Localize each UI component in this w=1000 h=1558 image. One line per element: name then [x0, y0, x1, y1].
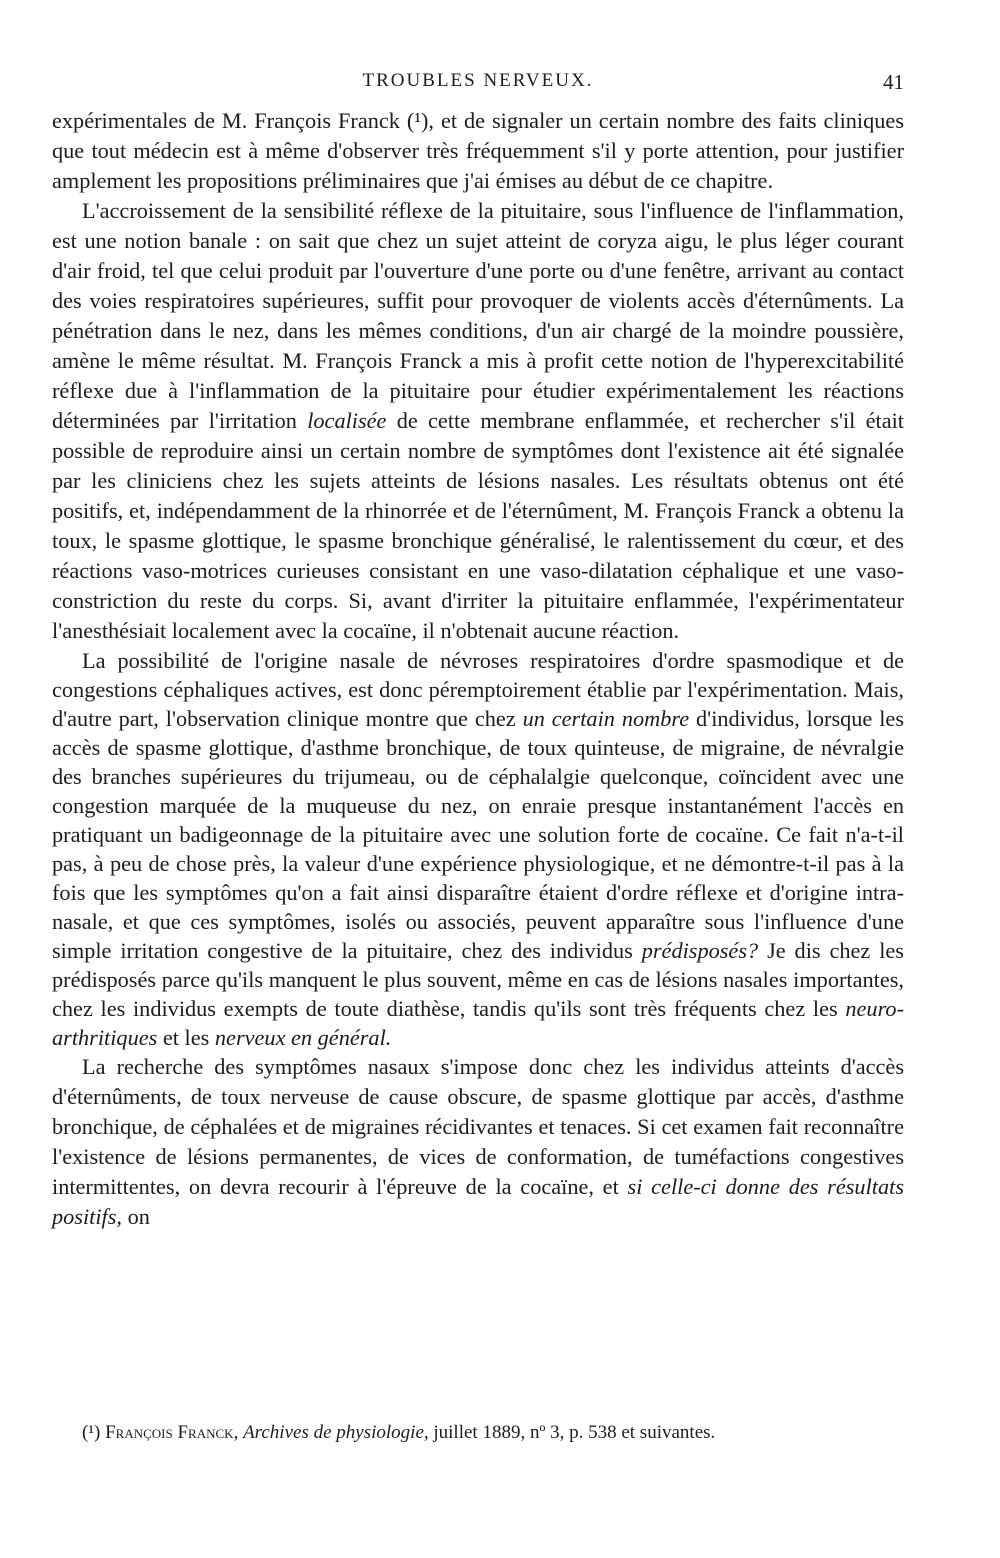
- text-run: La recherche des symptômes nasaux s'impose donc chez les individus atteints d'accès d'éternûments, de toux nerveuse de cause obscure, de spasme glottique par accès, d'asthme bronchique, de céphalées et de migraines récidivantes et tenaces. Si cet examen fait reconnaître l'existence de lésions permanentes, de vices de conformation, de tuméfactions congestives intermittentes, on devra recourir à l'épreuve de la cocaïne, et: [52, 1054, 904, 1199]
- paragraph-1: [52, 106, 904, 196]
- text-run: et les: [157, 1025, 215, 1050]
- footnote-work: Archives de physiologie,: [243, 1422, 429, 1443]
- text-run: expérimentales de M. François Franck (¹), et de signaler un certain nombre des faits cliniques que tout médecin est à même d'observer très fréquemment s'il y porte attention, pour justifier amplement les propositions préliminaires que j'ai émises au début de ce chapitre.: [52, 108, 904, 193]
- text-run: d'individus, lorsque les accès de spasme glottique, d'asthme bronchique, de toux quinteuse, de migraine, de névralgie des branches supérieures du trijumeau, ou de céphalalgie quelconque, coïncident avec une congestion marquée de la muqueuse du nez, on enraie presque instantanément l'accès en pratiquant un badigeonnage de la pituitaire avec une solution forte de cocaïne. Ce fait n'a-t-il pas, à peu de chose près, la valeur d'une expérience physiologique, et ne démontre-t-il pas à la fois que les symptômes qu'on a fait ainsi disparaître étaient d'ordre réflexe et d'origine intra-nasale, et que ces symptômes, isolés ou associés, peuvent apparaître sous l'influence d'une simple irritation congestive de la pituitaire, chez des individus: [52, 706, 904, 963]
- italic-text: localisée: [307, 408, 387, 433]
- text-run: on: [122, 1204, 150, 1229]
- footnote-mark: (¹): [82, 1422, 101, 1443]
- italic-text: prédisposés?: [641, 938, 759, 963]
- italic-text: nerveux en général.: [214, 1025, 392, 1050]
- text-run: L'accroissement de la sensibilité réflexe de la pituitaire, sous l'influence de l'inflammation, est une notion banale : on sait que chez un sujet atteint de coryza aigu, le plus léger courant d'air froid, tel que celui produit par l'ouverture d'une porte ou d'une fenêtre, arrivant au contact des voies respiratoires supérieures, suffit pour provoquer de violents accès d'éternûments. La pénétration dans le nez, dans les mêmes conditions, d'un air chargé de la moindre poussière, amène le même résultat. M. François Franck a mis à profit cette notion de l'hyperexcitabilité réflexe due à l'inflammation de la pituitaire pour étudier expérimentalement les réactions déterminées par l'irritation: [52, 198, 904, 433]
- italic-text: un certain nombre: [522, 706, 690, 731]
- footnote-author: François Franck,: [105, 1422, 239, 1443]
- text-run: Je dis chez les prédisposés parce qu'ils manquent le plus souvent, même en cas de lésions nasales importantes, chez les individus exempts de toute diathèse, tandis qu'ils sont très fréquents chez les: [52, 938, 904, 1021]
- footnote: [82, 1420, 904, 1446]
- paragraph-2: [52, 196, 904, 646]
- paragraph-4: [52, 1052, 904, 1232]
- italic-text: si celle-ci donne des résultats positifs,: [52, 1174, 904, 1229]
- text-run: de cette membrane enflammée, et rechercher s'il était possible de reproduire ainsi un certain nombre de symptômes dont l'existence ait été signalée par les cliniciens chez les sujets atteints de lésions nasales. Les résultats obtenus ont été positifs, et, indépendamment de la rhinorrée et de l'éternûment, M. François Franck a obtenu la toux, le spasme glottique, le spasme bronchique généralisé, le ralentissement du cœur, et des réactions vaso-motrices curieuses consistant en une vaso-dilatation céphalique et une vaso-constriction du reste du corps. Si, avant d'irriter la pituitaire enflammée, l'expérimentateur l'anesthésiait localement avec la cocaïne, il n'obtenait aucune réaction.: [52, 408, 904, 643]
- footnote-details: juillet 1889, nº 3, p. 538 et suivantes.: [433, 1422, 716, 1443]
- body-text: [52, 106, 904, 1232]
- running-title: TROUBLES NERVEUX.: [362, 70, 594, 91]
- page-number: 41: [883, 70, 904, 94]
- text-run: La possibilité de l'origine nasale de névroses respiratoires d'ordre spasmodique et de congestions céphaliques actives, est donc péremptoirement établie par l'expérimentation. Mais, d'autre part, l'observation clinique montre que chez: [52, 648, 904, 731]
- paragraph-3: [52, 646, 904, 1052]
- italic-text: neuro-arthritiques: [52, 996, 904, 1050]
- running-head: [52, 70, 904, 100]
